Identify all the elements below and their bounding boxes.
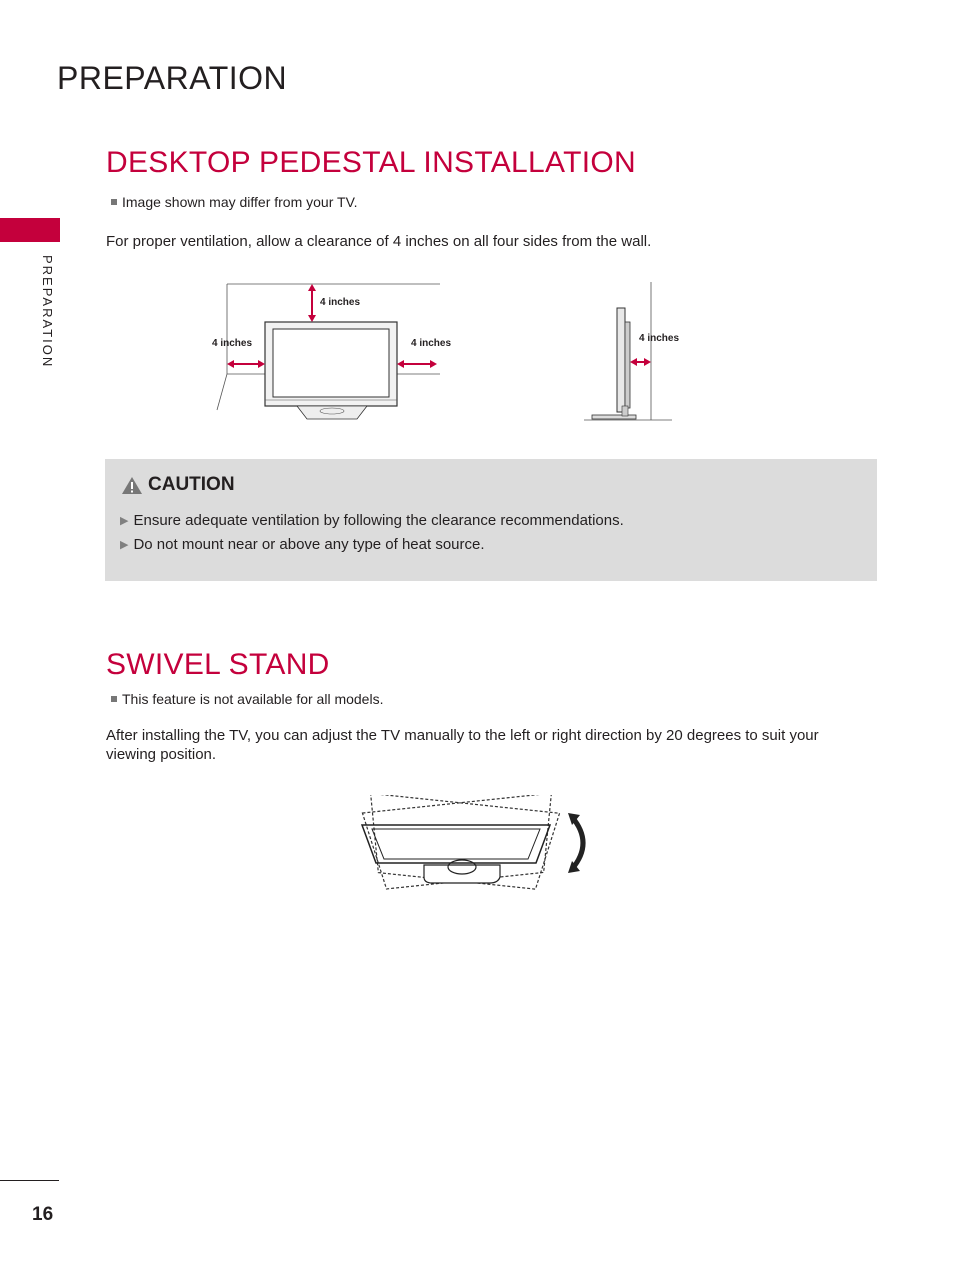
side-clearance-diagram [580, 278, 690, 428]
square-bullet-icon [111, 199, 117, 205]
side-tab-label: PREPARATION [40, 255, 55, 369]
desktop-section-title: DESKTOP PEDESTAL INSTALLATION [106, 146, 636, 179]
triangle-bullet-icon: ▶ [120, 515, 129, 527]
swivel-paragraph: After installing the TV, you can adjust the TV manually to the left or right direction by 20 degrees to suit your viewing position. [106, 727, 819, 763]
desktop-paragraph: For proper ventilation, allow a clearance of 4 inches on all four sides from the wall. [106, 233, 652, 250]
swivel-section-title: SWIVEL STAND [106, 648, 330, 681]
top-clearance-label: 4 inches [320, 297, 361, 308]
caution-item-text: Ensure adequate ventilation by following the clearance recommendations. [133, 512, 624, 529]
front-clearance-diagram [195, 278, 455, 428]
swivel-diagram [350, 795, 600, 895]
warning-icon [121, 476, 143, 495]
footer-divider [0, 1180, 59, 1181]
left-clearance-label: 4 inches [212, 338, 253, 349]
caution-item [120, 512, 624, 529]
swivel-note [111, 691, 383, 707]
desktop-note-text: Image shown may differ from your TV. [122, 194, 358, 210]
caution-title: CAUTION [148, 474, 235, 495]
swivel-note-text: This feature is not available for all models. [122, 691, 384, 707]
square-bullet-icon [111, 696, 117, 702]
side-clearance-label: 4 inches [639, 333, 680, 344]
side-tab-marker [0, 218, 60, 242]
caution-item-text: Do not mount near or above any type of heat source. [133, 536, 485, 553]
page-number: 16 [32, 1204, 54, 1225]
caution-heading [121, 474, 235, 496]
page-header-title: PREPARATION [57, 60, 288, 96]
desktop-note [111, 194, 358, 210]
right-clearance-label: 4 inches [411, 338, 452, 349]
triangle-bullet-icon: ▶ [120, 539, 129, 551]
caution-item [120, 536, 485, 553]
